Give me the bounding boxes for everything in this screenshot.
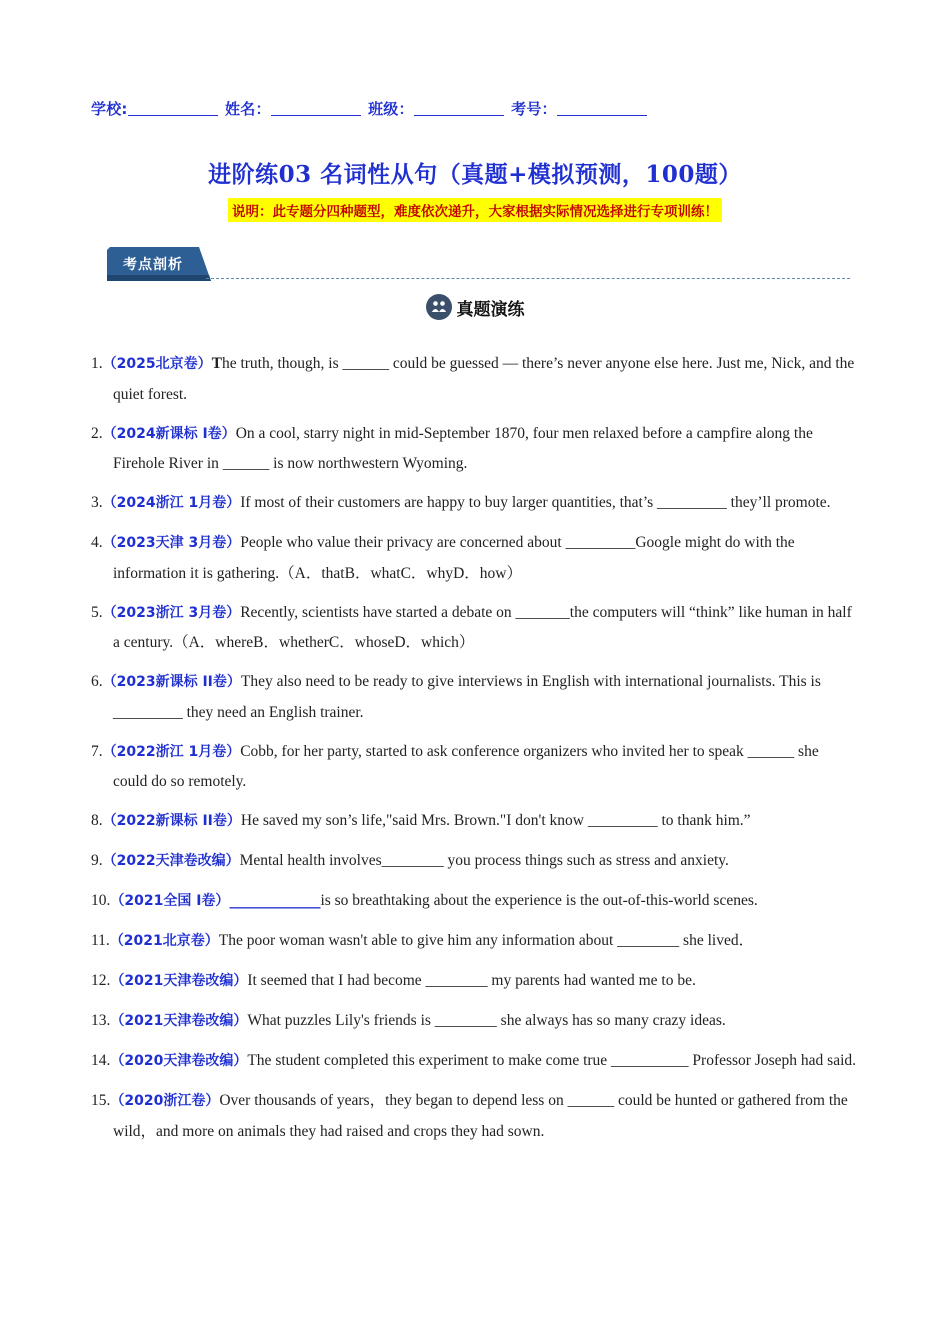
question-source: （2021北京卷） — [109, 933, 219, 949]
question-number: 7. — [91, 742, 103, 760]
class-label: 班级： — [368, 100, 414, 118]
question-item — [91, 806, 856, 837]
exam-no-label: 考号： — [511, 100, 557, 118]
question-source: （2023浙江 3月卷） — [102, 604, 241, 621]
question-item — [91, 1046, 856, 1077]
school-label: 学校: — [91, 100, 128, 118]
question-number: 2. — [91, 424, 103, 442]
question-source: （2024浙江 1月卷） — [102, 495, 241, 511]
question-text: What puzzles Lily's friends is ________ she always has so many crazy ideas. — [247, 1012, 726, 1029]
name-label: 姓名： — [225, 100, 271, 118]
question-text: If most of their customers are happy to buy larger quantities, that’s _________ they’ll promote. — [240, 494, 831, 511]
name-blank[interactable] — [271, 101, 361, 116]
question-number: 4. — [91, 534, 103, 551]
question-source: （2023天津 3月卷） — [102, 535, 241, 551]
question-source-blank: _____________ — [229, 893, 321, 909]
question-number: 9. — [91, 852, 103, 869]
question-text: On a cool, starry night in mid-September 1870, four men relaxed before a campfire along the Firehole River in ______ is now northwestern Wyoming. — [113, 424, 813, 472]
question-source: （2022天津卷改编） — [102, 853, 240, 869]
question-item — [91, 349, 856, 409]
dashed-divider — [206, 278, 850, 279]
question-text: The student completed this experiment to make come true __________ Professor Joseph had said. — [247, 1052, 857, 1069]
question-number: 11. — [91, 932, 110, 949]
question-item — [91, 598, 856, 658]
question-source: （2025北京卷） — [102, 356, 212, 372]
class-blank[interactable] — [414, 101, 504, 116]
question-number: 6. — [91, 673, 103, 690]
question-number: 12. — [91, 972, 111, 989]
section-tab — [107, 247, 213, 281]
question-item — [91, 966, 856, 997]
question-source: （2022新课标 II卷） — [102, 813, 241, 829]
question-item — [91, 528, 856, 588]
section-title: 真题演练 — [456, 299, 525, 320]
question-source: （2021天津卷改编） — [110, 973, 248, 989]
tab-label: 考点剖析 — [123, 257, 183, 273]
question-text: he truth, though, is ______ could be guessed — there’s never anyone else here. Just me, Nick, and the quiet forest. — [113, 355, 855, 403]
people-discussion-icon — [426, 294, 452, 320]
exam-no-blank[interactable] — [557, 101, 647, 116]
question-number: 13. — [91, 1012, 111, 1029]
school-blank[interactable] — [128, 101, 218, 116]
question-number: 14. — [91, 1052, 111, 1069]
question-item — [91, 1006, 856, 1037]
student-info-line — [91, 98, 649, 119]
question-text: The poor woman wasn't able to give him any information about ________ she lived． — [218, 932, 755, 949]
question-number: 8. — [91, 812, 103, 829]
question-item — [91, 926, 856, 957]
question-item — [91, 1086, 856, 1146]
question-text: People who value their privacy are concerned about _________Google might do with the information it is gathering.（A．thatB．whatC．whyD．how） — [113, 534, 795, 582]
question-first-letter: T — [211, 355, 222, 372]
question-text: Over thousands of years，they began to depend less on ______ could be hunted or gathered from the wild，and more on animals they had raised and crops they had sown. — [113, 1092, 848, 1140]
question-text: They also need to be ready to give interviews in English with international journalists. This is _________ they need an English trainer. — [113, 673, 821, 721]
question-number: 15. — [91, 1092, 111, 1109]
question-list — [91, 349, 856, 1156]
question-source: （2021全国 I卷） — [110, 893, 230, 909]
instruction-note: 说明：此专题分四种题型，难度依次递升，大家根据实际情况选择进行专项训练！ — [228, 198, 722, 222]
question-item — [91, 886, 856, 917]
question-number: 1. — [91, 355, 103, 372]
note-wrap — [0, 198, 950, 222]
question-text: It seemed that I had become ________ my parents had wanted me to be. — [247, 972, 696, 989]
section-heading — [0, 294, 950, 321]
question-number: 3. — [91, 494, 103, 511]
question-source: （2022浙江 1月卷） — [102, 743, 241, 760]
question-text: Recently, scientists have started a debate on _______the computers will “think” like human in half a century.（A．whereB．whetherC．whoseD．which） — [113, 603, 852, 651]
question-item — [91, 667, 856, 727]
question-text: He saved my son’s life,"said Mrs. Brown."I don't know _________ to thank him.” — [240, 812, 751, 829]
question-text: is so breathtaking about the experience is the out-of-this-world scenes. — [320, 892, 758, 909]
question-source: （2023新课标 II卷） — [102, 674, 241, 690]
question-item — [91, 419, 856, 479]
question-source: （2020浙江卷） — [110, 1093, 220, 1109]
question-item — [91, 846, 856, 877]
question-text: Mental health involves________ you process things such as stress and anxiety. — [239, 852, 729, 869]
question-source: （2024新课标 Ⅰ卷） — [102, 425, 236, 442]
question-number: 5. — [91, 603, 103, 621]
question-source: （2021天津卷改编） — [110, 1013, 248, 1029]
question-source: （2020天津卷改编） — [110, 1053, 248, 1069]
question-item — [91, 737, 856, 797]
question-number: 10. — [91, 892, 111, 909]
page-title: 进阶练03 名词性从句（真题+模拟预测，100题） — [208, 161, 742, 188]
question-text: Cobb, for her party, started to ask conference organizers who invited her to speak ______ she could do so remotely. — [113, 742, 819, 790]
question-item — [91, 488, 856, 519]
